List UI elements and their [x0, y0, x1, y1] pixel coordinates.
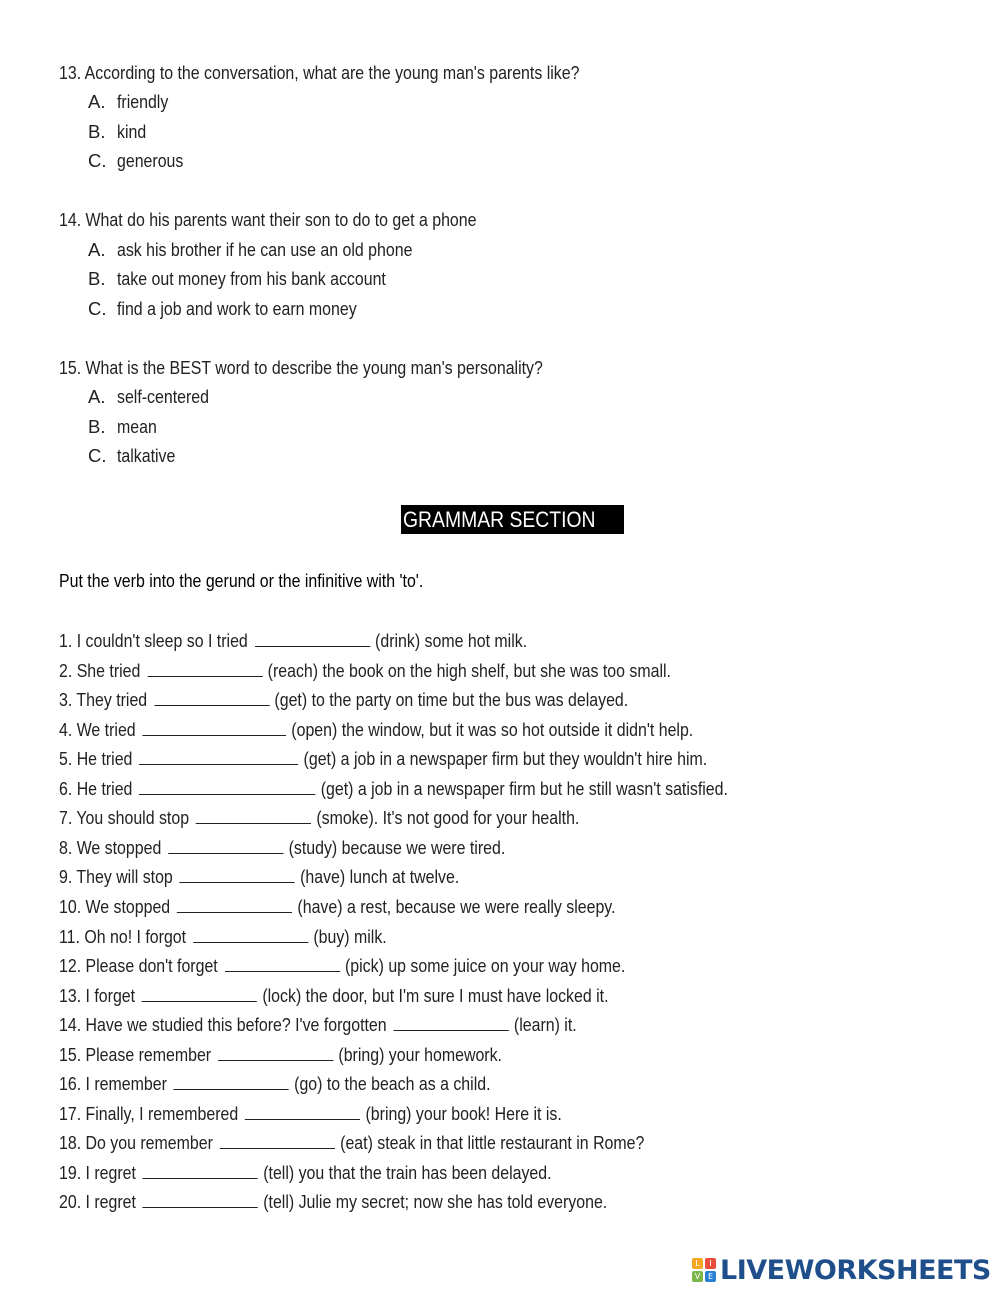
grammar-item: [59, 836, 505, 860]
answer-blank[interactable]: [218, 1044, 333, 1061]
option-letter: B.: [88, 121, 106, 142]
option-text: ask his brother if he can use an old phone: [117, 239, 413, 260]
grammar-item: [59, 718, 693, 742]
grammar-item-prompt: 20. I regret: [59, 1191, 136, 1212]
answer-blank[interactable]: [177, 896, 292, 913]
answer-blank[interactable]: [220, 1132, 335, 1149]
grammar-item-rest: (drink) some hot milk.: [375, 630, 528, 651]
grammar-item-rest: (get) a job in a newspaper firm but they wouldn't hire him.: [303, 748, 708, 769]
grammar-item: [59, 865, 459, 889]
grammar-item-prompt: 6. He tried: [59, 778, 133, 799]
grammar-item-rest: (study) because we were tired.: [288, 837, 506, 858]
option-letter: A.: [88, 91, 106, 112]
answer-blank[interactable]: [180, 866, 295, 883]
grammar-item-prompt: 13. I forget: [59, 985, 136, 1006]
option-letter: C.: [88, 150, 107, 171]
answer-blank[interactable]: [143, 719, 287, 736]
option-text: talkative: [117, 445, 176, 466]
option-text: take out money from his bank account: [117, 268, 386, 289]
grammar-item-prompt: 1. I couldn't sleep so I tried: [59, 630, 248, 651]
answer-blank[interactable]: [168, 837, 283, 854]
grammar-item-prompt: 10. We stopped: [59, 896, 171, 917]
logo-tile-l: L: [692, 1258, 703, 1269]
grammar-item-rest: (tell) Julie my secret; now she has told everyone.: [263, 1191, 608, 1212]
logo-text: LIVEWORKSHEETS: [720, 1254, 991, 1286]
grammar-item-prompt: 3. They tried: [59, 689, 148, 710]
grammar-item: [59, 688, 628, 712]
grammar-item: [59, 1161, 552, 1185]
grammar-item-prompt: 19. I regret: [59, 1162, 136, 1183]
answer-blank[interactable]: [142, 985, 257, 1002]
grammar-item: [59, 777, 728, 801]
grammar-item-rest: (buy) milk.: [313, 926, 387, 947]
grammar-item-prompt: 18. Do you remember: [59, 1132, 213, 1153]
grammar-item-rest: (get) to the party on time but the bus was delayed.: [274, 689, 629, 710]
option-text: generous: [117, 150, 184, 171]
grammar-item-prompt: 16. I remember: [59, 1073, 167, 1094]
grammar-item-rest: (pick) up some juice on your way home.: [345, 955, 626, 976]
grammar-item-rest: (lock) the door, but I'm sure I must have locked it.: [262, 985, 609, 1006]
option-letter: A.: [88, 239, 106, 260]
grammar-item: [59, 1043, 502, 1067]
grammar-item-rest: (tell) you that the train has been delayed.: [263, 1162, 552, 1183]
grammar-item-rest: (have) lunch at twelve.: [300, 866, 460, 887]
grammar-item-prompt: 7. You should stop: [59, 807, 190, 828]
grammar-item-rest: (reach) the book on the high shelf, but she was too small.: [267, 660, 671, 681]
grammar-item-rest: (go) to the beach as a child.: [294, 1073, 491, 1094]
grammar-section-title-text: GRAMMAR SECTION: [403, 507, 596, 532]
option-text: kind: [117, 121, 147, 142]
question-text: 13. According to the conversation, what are the young man's parents like?: [59, 62, 580, 83]
logo-tile-e: E: [705, 1271, 716, 1282]
grammar-item-rest: (eat) steak in that little restaurant in Rome?: [340, 1132, 645, 1153]
answer-blank[interactable]: [193, 926, 308, 943]
grammar-item-prompt: 17. Finally, I remembered: [59, 1103, 239, 1124]
grammar-item-rest: (bring) your homework.: [338, 1044, 502, 1065]
answer-blank[interactable]: [225, 955, 340, 972]
grammar-item-prompt: 15. Please remember: [59, 1044, 212, 1065]
grammar-item-rest: (bring) your book! Here it is.: [365, 1103, 562, 1124]
answer-blank[interactable]: [196, 807, 311, 824]
grammar-item: [59, 659, 671, 683]
grammar-section-title: [401, 505, 624, 534]
grammar-item-prompt: 14. Have we studied this before? I've forgotten: [59, 1014, 387, 1035]
logo-mark-icon: [692, 1258, 716, 1282]
grammar-item: [59, 954, 625, 978]
grammar-item-prompt: 2. She tried: [59, 660, 141, 681]
grammar-item: [59, 1013, 577, 1037]
grammar-item-rest: (open) the window, but it was so hot outside it didn't help.: [291, 719, 694, 740]
grammar-item: [59, 747, 707, 771]
grammar-item-prompt: 8. We stopped: [59, 837, 162, 858]
grammar-item: [59, 925, 387, 949]
grammar-instruction: Put the verb into the gerund or the infinitive with 'to'.: [59, 570, 424, 591]
grammar-item-prompt: 9. They will stop: [59, 866, 173, 887]
answer-blank[interactable]: [143, 1191, 258, 1208]
answer-blank[interactable]: [394, 1014, 509, 1031]
option-letter: C.: [88, 298, 107, 319]
grammar-item-rest: (smoke). It's not good for your health.: [316, 807, 580, 828]
liveworksheets-logo: [692, 1254, 991, 1286]
question-text: 14. What do his parents want their son to do to get a phone: [59, 209, 477, 230]
answer-blank[interactable]: [139, 778, 315, 795]
grammar-item-rest: (have) a rest, because we were really sleepy.: [297, 896, 616, 917]
answer-blank[interactable]: [147, 660, 262, 677]
option-text: mean: [117, 416, 157, 437]
grammar-item: [59, 984, 608, 1008]
option-letter: C.: [88, 445, 107, 466]
grammar-item: [59, 895, 616, 919]
grammar-item-prompt: 5. He tried: [59, 748, 133, 769]
option-letter: B.: [88, 416, 106, 437]
option-text: find a job and work to earn money: [117, 298, 357, 319]
grammar-item: [59, 806, 579, 830]
grammar-item: [59, 1131, 644, 1155]
grammar-item-rest: (learn) it.: [513, 1014, 577, 1035]
answer-blank[interactable]: [139, 748, 298, 765]
logo-tile-v: V: [692, 1271, 703, 1282]
option-letter: A.: [88, 386, 106, 407]
answer-blank[interactable]: [174, 1073, 289, 1090]
grammar-item-rest: (get) a job in a newspaper firm but he still wasn't satisfied.: [320, 778, 728, 799]
answer-blank[interactable]: [143, 1162, 258, 1179]
answer-blank[interactable]: [245, 1103, 360, 1120]
grammar-item: [59, 629, 527, 653]
option-text: friendly: [117, 91, 169, 112]
answer-blank[interactable]: [255, 630, 370, 647]
grammar-item: [59, 1072, 491, 1096]
grammar-item-prompt: 4. We tried: [59, 719, 136, 740]
grammar-item-prompt: 11. Oh no! I forgot: [59, 926, 187, 947]
answer-blank[interactable]: [154, 689, 269, 706]
option-text: self-centered: [117, 386, 209, 407]
grammar-item-prompt: 12. Please don't forget: [59, 955, 218, 976]
grammar-item: [59, 1102, 562, 1126]
question-text: 15. What is the BEST word to describe the young man's personality?: [59, 357, 543, 378]
logo-tile-i: I: [705, 1258, 716, 1269]
option-letter: B.: [88, 268, 106, 289]
grammar-item: [59, 1190, 607, 1214]
